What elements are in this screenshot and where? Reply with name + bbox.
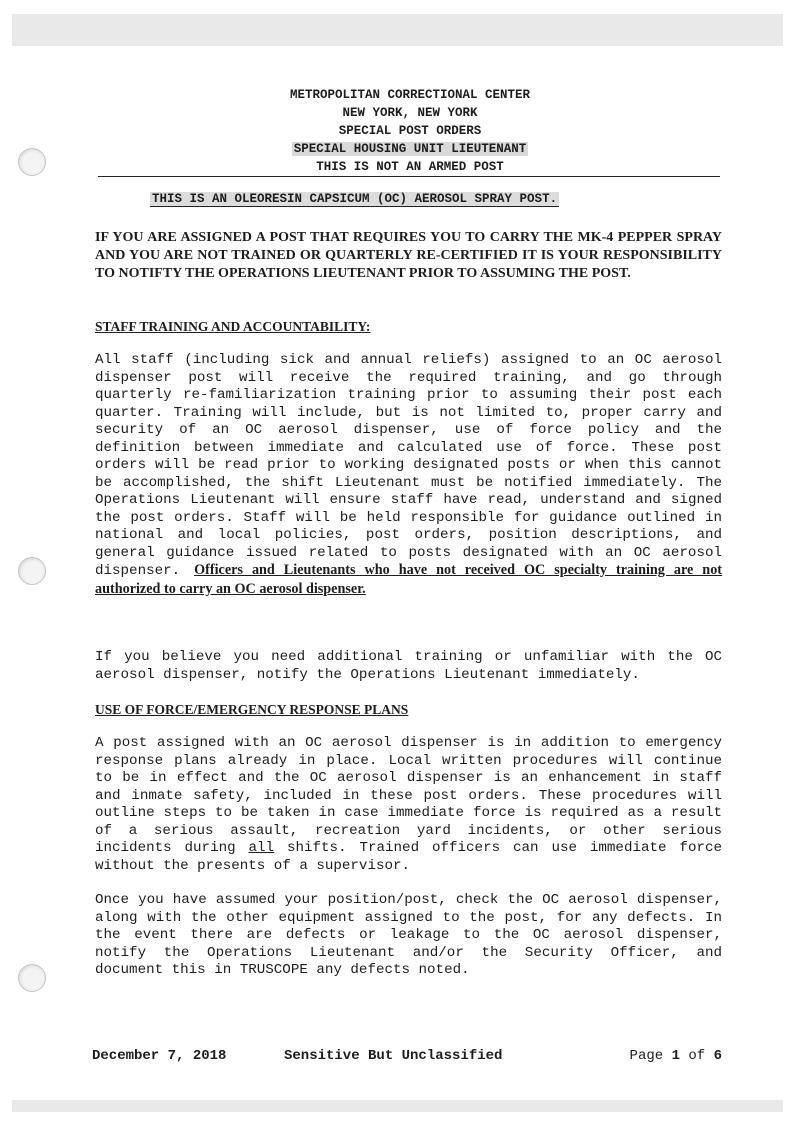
staff-training-paragraph <box>95 352 722 599</box>
footer-date: December 7, 2018 <box>92 1048 227 1064</box>
staff-training-text: All staff (including sick and annual reliefs) assigned to an OC aerosol dispenser post will receive the required training, and go through quarterly re-familiarization training prior to assuming their post each quarter. Training will include, but is not limited to, proper carry and security of an OC aerosol dispenser, use of force policy and the definition between immediate and calculated use of force. These post orders will be read prior to working designated posts or when this cannot be accomplished, the shift Lieutenant must be notified immediately. The Operations Lieutenant will ensure staff have read, understand and signed the post orders. Staff will be held responsible for guidance outlined in national and local policies, post orders, position descriptions, and general guidance issued related to posts designated with an OC aerosol dispenser. <box>95 352 722 579</box>
page-label: Page <box>629 1048 664 1064</box>
header-armed-status: THIS IS NOT AN ARMED POST <box>316 160 504 174</box>
emergency-response-text: A post assigned with an OC aerosol dispenser is in addition to emergency response plans already in place. Local written procedures will continue to be in effect and the OC aerosol dispenser is an enhancement in staff and inmate safety, included in these post orders. These procedures will outline steps to be taken in case immediate force is required as a result of a serious assault, recreation yard incidents, or other serious incidents during <box>95 735 722 856</box>
header-location: NEW YORK, NEW YORK <box>342 106 478 120</box>
binder-hole-bottom <box>18 964 46 992</box>
page-current: 1 <box>671 1048 680 1064</box>
page-total: 6 <box>713 1048 722 1064</box>
page-of-label: of <box>688 1048 706 1064</box>
warning-paragraph: IF YOU ARE ASSIGNED A POST THAT REQUIRES YOU TO CARRY THE MK-4 PEPPER SPRAY AND YOU ARE NOT TRAINED OR QUARTERLY RE-CERTIFIED IT IS YOUR RESPONSIBILITY TO NOTIFTY THE OPERATIONS LIEUTENANT PRIOR TO ASSUMING THE POST. <box>95 230 722 281</box>
header-divider <box>98 176 720 177</box>
scan-edge-bottom <box>12 1100 783 1112</box>
additional-training-paragraph: If you believe you need additional training or unfamiliar with the OC aerosol dispenser, notify the Operations Lieutenant immediately. <box>95 649 722 683</box>
binder-hole-middle <box>18 557 46 585</box>
section-heading-staff-training: STAFF TRAINING AND ACCOUNTABILITY: <box>95 319 371 334</box>
scan-edge-top <box>12 14 783 46</box>
oc-post-title: THIS IS AN OLEORESIN CAPSICUM (OC) AEROSOL SPRAY POST. <box>152 192 558 206</box>
section-heading-use-of-force: USE OF FORCE/EMERGENCY RESPONSE PLANS <box>95 702 409 717</box>
emergency-response-text-end: shifts. Trained officers can use immediate force without the presents of a supervisor. <box>95 840 722 874</box>
document-header <box>100 86 720 176</box>
binder-hole-top <box>18 148 46 176</box>
equipment-check-paragraph: Once you have assumed your position/post, check the OC aerosol dispenser, along with the other equipment assigned to the post, for any defects. In the event there are defects or leakage to the OC aerosol dispenser, notify the Operations Lieutenant and/or the Security Officer, and document this in TRUSCOPE any defects noted. <box>95 892 722 978</box>
footer-classification: Sensitive But Unclassified <box>284 1048 503 1064</box>
footer-page-number <box>630 1048 722 1064</box>
all-shifts-emphasis: all <box>248 840 275 856</box>
header-institution: METROPOLITAN CORRECTIONAL CENTER <box>289 88 531 102</box>
header-post-title: SPECIAL HOUSING UNIT LIEUTENANT <box>293 142 527 156</box>
header-doc-type: SPECIAL POST ORDERS <box>338 124 482 138</box>
emergency-response-paragraph <box>95 735 722 875</box>
oc-authorization-emphasis: Officers and Lieutenants who have not received OC specialty training are not authorized to carry an OC aerosol dispenser. <box>95 562 723 597</box>
